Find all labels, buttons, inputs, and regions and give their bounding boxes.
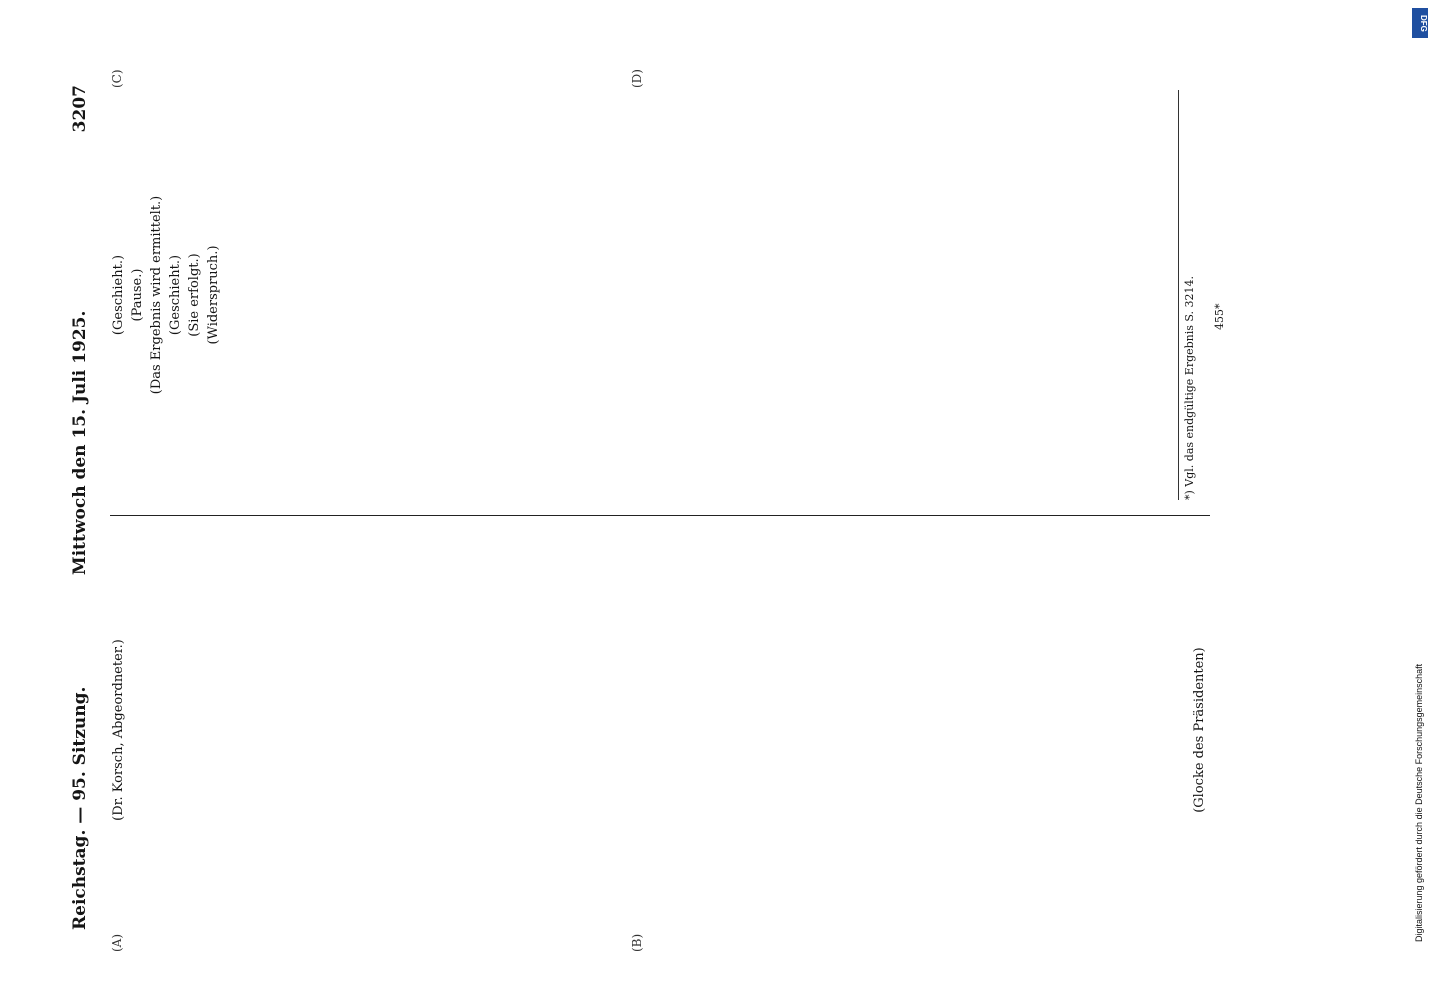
- left-column: [110, 530, 1210, 930]
- stage-note: (Geschieht.): [111, 254, 126, 336]
- stage-note: (Geschieht.): [168, 254, 183, 336]
- stage-note: (Das Ergebnis wird ermittelt.): [149, 195, 164, 395]
- dfg-note: Digitalisierung gefördert durch die Deutsche Forschungsgemeinschaft: [1414, 663, 1424, 942]
- footnote: *) Vgl. das endgültige Ergebnis S. 3214.: [1178, 90, 1196, 500]
- page-number: 3207: [70, 85, 90, 133]
- margin-marker-a: (A): [110, 933, 124, 952]
- margin-marker-d: (D): [630, 69, 644, 88]
- running-header: [70, 85, 98, 930]
- margin-marker-c: (C): [110, 69, 124, 88]
- document-page: [70, 69, 1230, 952]
- closing-note: (Glocke des Präsidenten): [1192, 647, 1207, 813]
- stage-note: (Widerspruch.): [206, 245, 221, 345]
- dfg-logo: DFG: [1412, 8, 1428, 38]
- right-column: [110, 90, 1210, 500]
- margin-marker-b: (B): [630, 933, 644, 952]
- signature-mark: 455*: [1213, 303, 1226, 330]
- stage-note: (Pause.): [130, 268, 145, 322]
- header-left: Reichstag. — 95. Sitzung.: [70, 686, 90, 930]
- stage-note: (Sie erfolgt.): [187, 253, 202, 337]
- speaker-tag: (Dr. Korsch, Abgeordneter.): [111, 639, 126, 821]
- header-center: Mittwoch den 15. Juli 1925.: [70, 310, 90, 576]
